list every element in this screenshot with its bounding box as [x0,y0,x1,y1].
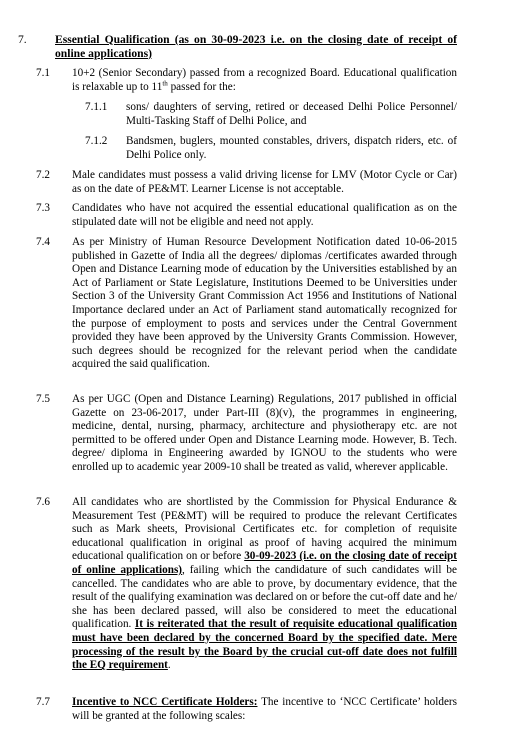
clause-text: Bandsmen, buglers, mounted constables, drivers, dispatch riders, etc. of Delhi Police only. [126,135,457,161]
clause-heading: Incentive to NCC Certificate Holders: [72,696,258,708]
section-number: 7. [18,33,27,46]
clause-text: Male candidates must possess a valid driving license for LMV (Motor Cycle or Car) as on the date of PE&MT. Learner License is not acceptable. [72,169,457,195]
superscript: th [162,78,168,87]
clause-text-part: passed for the: [167,80,236,93]
emphasis-deadline: 30-09-2023 (i.e. on the closing date of receipt of online applications) [72,550,457,576]
clause-text-part: 10+2 (Senior Secondary) passed from a recognized Board. Educational qualification is relaxable up to 11 [72,67,457,93]
clause-text [72,496,457,673]
clause-number: 7.6 [36,496,50,508]
clause-text-part: All candidates who are shortlisted by the Commission for Physical Endurance & Measurement Test (PE&MT) will be required to produce the relevant Certificates such as Mark sheets, Provisional Certificates etc. for completion of requisite educational qualification in original as proof of having acquired the minimum educational qualification on or before [72,496,457,563]
clause-text-part: . [167,659,171,672]
clause-number: 7.5 [36,393,50,405]
clause-number: 7.1.2 [85,135,108,147]
emphasis-reiteration: It is reiterated that the result of requisite educational qualification must have been declared by the concerned Board by the specified date. Mere processing of the result by the Board by the crucial cut-off date does not fulfill the EQ requirement [72,618,458,672]
clause-text: Candidates who have not acquired the essential educational qualification as on the stipulated date will not be eligible and need not apply. [72,202,457,228]
clause-text [72,67,457,94]
clause-number: 7.1.1 [85,101,108,113]
clause-text: As per UGC (Open and Distance Learning) Regulations, 2017 published in official Gazette on 23-06-2017, under Part-III (8)(v), the programmes in engineering, medicine, dental, nursing, pharmacy, architecture and physiotherapy etc. are not permitted to be offered under Open and Distance Learning mode. However, B. Tech. degree/ diploma in Engineering awarded by IGNOU to the students who were enrolled up to academic year 2009-10 shall be treated as valid, wherever applicable. [72,393,457,473]
clause-text: As per Ministry of Human Resource Development Notification dated 10-06-2015 published in Gazette of India all the degrees/ diplomas /certificates awarded through Open and Distance Learning mode of education by the Universities established by an Act of Parliament or State Legislature, Institutions Deemed to be Universities under Section 3 of the University Grant Commission Act 1956 and Institutions of National Importance declared under an Act of Parliament stand automatically recognized for the purpose of employment to posts and services under the Central Government provided they have been approved by the University Grants Commission. However, such degrees should be recognized for the relevant period when the candidate acquired the said qualification. [72,236,457,371]
clause-number: 7.1 [36,67,50,79]
clause-number: 7.4 [36,236,50,248]
clause-text-part: , failing which the candidature of such candidates will be cancelled. The candidates who are able to prove, by documentary evidence, that the result of the qualifying examination was declared on or before the cut-off date and he/ she has been declared passed, will also be considered to meet the educational qualification. [72,563,457,631]
section-title: Essential Qualification (as on 30-09-2023 i.e. on the closing date of receipt of online applications) [55,33,457,60]
clause-text: sons/ daughters of serving, retired or deceased Delhi Police Personnel/ Multi-Tasking Staff of Delhi Police, and [126,101,457,127]
clause-text [72,696,457,723]
clause-text-part: The incentive to ‘NCC Certificate’ holders will be granted at the following scales: [72,696,457,722]
clause-number: 7.3 [36,202,50,214]
clause-number: 7.2 [36,169,50,181]
clause-number: 7.7 [36,696,50,708]
